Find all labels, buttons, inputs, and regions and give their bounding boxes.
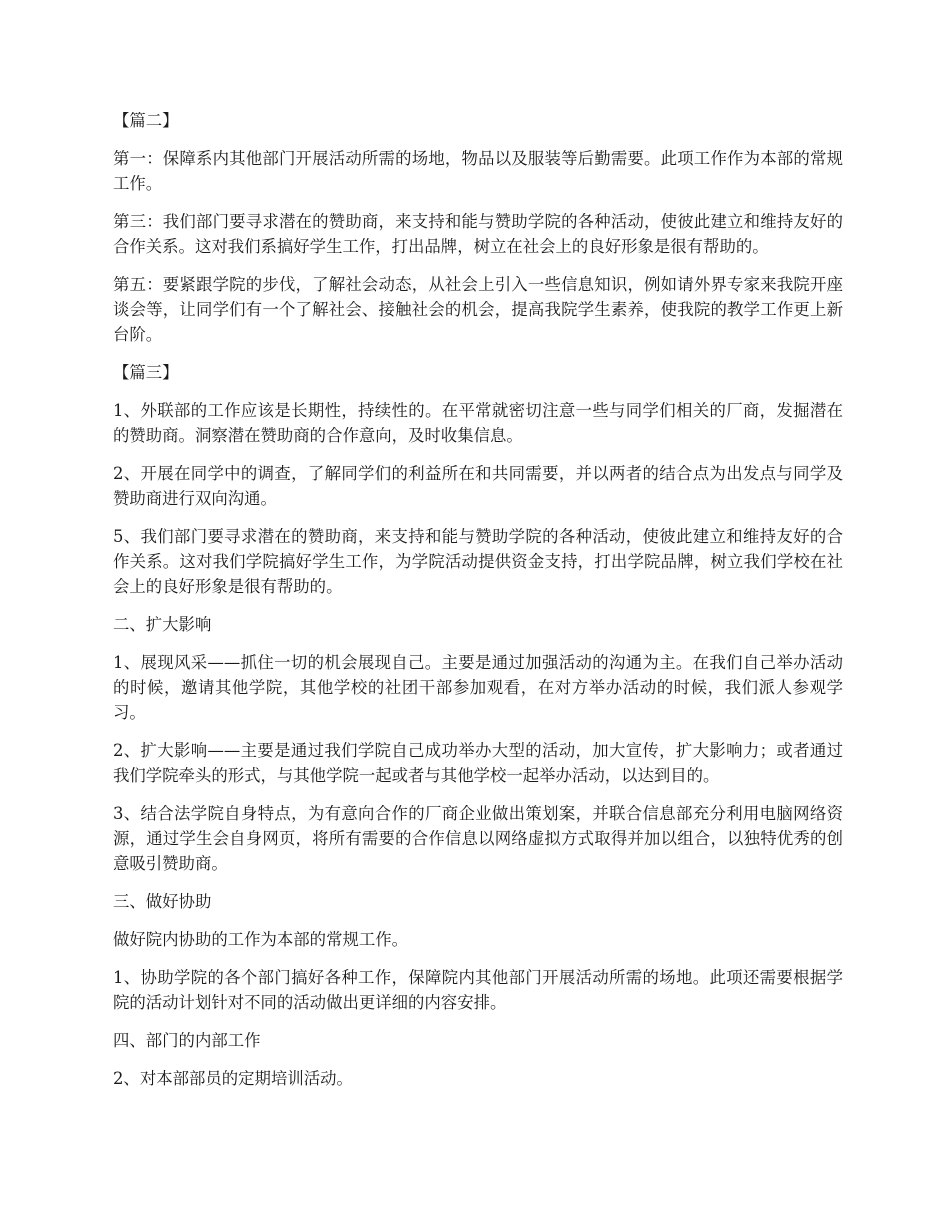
paragraph: 5、我们部门要寻求潜在的赞助商，来支持和能与赞助学院的各种活动，使彼此建立和维持友好的合作关系。这对我们学院搞好学生工作，为学院活动提供资金支持，打出学院品牌，树立我们学校在社会上的良好形象是很有帮助的。 (113, 527, 843, 596)
section-heading-assist: 三、做好协助 (113, 892, 212, 911)
paragraph: 做好院内协助的工作为本部的常规工作。 (113, 930, 409, 949)
section-heading-internal-work: 四、部门的内部工作 (113, 1031, 261, 1050)
paragraph: 第三：我们部门要寻求潜在的赞助商，来支持和能与赞助学院的各种活动，使彼此建立和维持友好的合作关系。这对我们系搞好学生工作，打出品牌，树立在社会上的良好形象是很有帮助的。 (113, 212, 843, 256)
paragraph: 1、协助学院的各个部门搞好各种工作，保障院内其他部门开展活动所需的场地。此项还需要根据学院的活动计划针对不同的活动做出更详细的内容安排。 (113, 968, 843, 1012)
paragraph: 第一：保障系内其他部门开展活动所需的场地，物品以及服装等后勤需要。此项工作作为本部的常规工作。 (113, 149, 843, 193)
paragraph: 1、外联部的工作应该是长期性，持续性的。在平常就密切注意一些与同学们相关的厂商，发掘潜在的赞助商。洞察潜在赞助商的合作意向，及时收集信息。 (113, 401, 843, 445)
section-heading-part-three: 【篇三】 (113, 363, 179, 382)
section-heading-expand-influence: 二、扩大影响 (113, 615, 212, 634)
paragraph: 3、结合法学院自身特点，为有意向合作的厂商企业做出策划案，并联合信息部充分利用电脑网络资源，通过学生会自身网页，将所有需要的合作信息以网络虚拟方式取得并加以组合，以独特优秀的创意吸引赞助商。 (113, 804, 843, 873)
section-heading-part-two: 【篇二】 (113, 111, 179, 130)
document-page (113, 108, 843, 1104)
paragraph: 1、展现风采——抓住一切的机会展现自己。主要是通过加强活动的沟通为主。在我们自己举办活动的时候，邀请其他学院，其他学校的社团干部参加观看，在对方举办活动的时候，我们派人参观学习。 (113, 653, 843, 722)
paragraph: 2、开展在同学中的调查，了解同学们的利益所在和共同需要，并以两者的结合点为出发点与同学及赞助商进行双向沟通。 (113, 464, 843, 508)
paragraph: 2、对本部部员的定期培训活动。 (113, 1069, 353, 1088)
paragraph: 第五：要紧跟学院的步伐，了解社会动态，从社会上引入一些信息知识，例如请外界专家来我院开座谈会等，让同学们有一个了解社会、接触社会的机会，提高我院学生素养，使我院的教学工作更上新台阶。 (113, 275, 843, 344)
paragraph: 2、扩大影响——主要是通过我们学院自己成功举办大型的活动，加大宣传，扩大影响力；或者通过我们学院牵头的形式，与其他学院一起或者与其他学校一起举办活动，以达到目的。 (113, 741, 843, 785)
